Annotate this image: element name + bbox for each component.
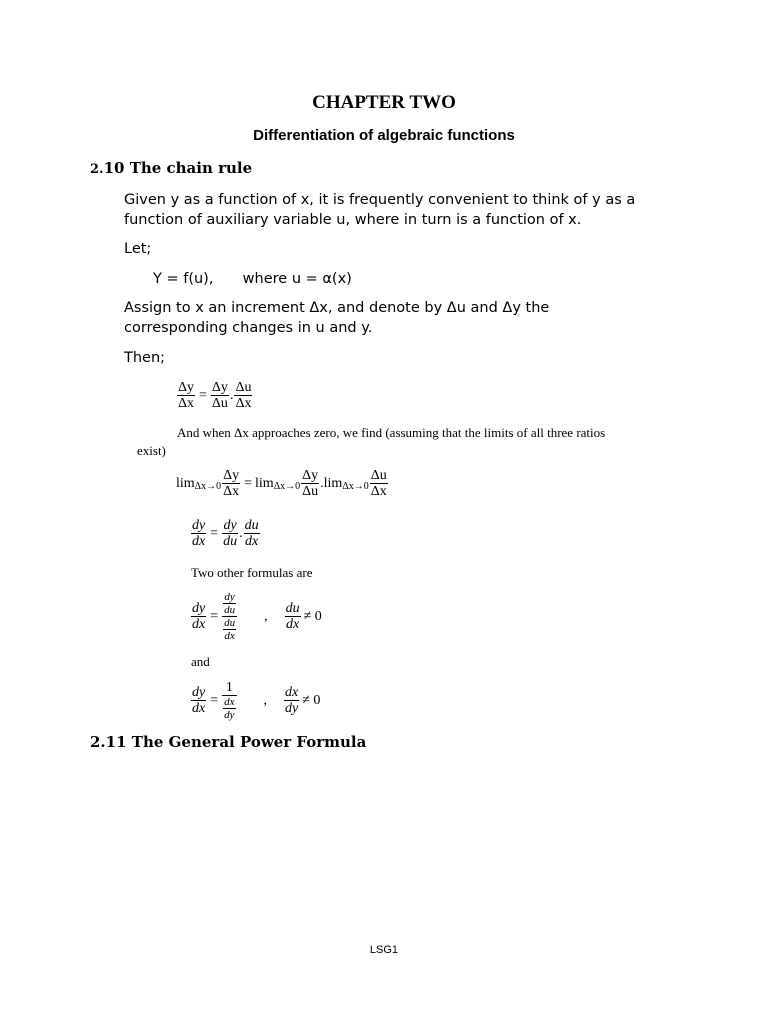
numerator: Δy xyxy=(223,468,240,483)
numerator: dx xyxy=(285,685,299,700)
denominator: dx xyxy=(192,534,206,549)
equation-chain-rule xyxy=(190,518,261,549)
lim-subscript: Δx→0 xyxy=(273,481,301,492)
not-equal-zero: ≠ 0 xyxy=(303,608,322,624)
two-other-formulas-text: Two other formulas are xyxy=(191,565,313,580)
numerator: Δy xyxy=(302,468,319,483)
numerator: dy xyxy=(192,601,206,616)
numerator: Δy xyxy=(178,380,195,395)
fraction xyxy=(191,518,206,549)
fraction xyxy=(223,696,235,721)
denominator: dy xyxy=(285,701,299,716)
fraction xyxy=(234,380,252,411)
denominator: Δu xyxy=(302,484,319,499)
numerator: dx xyxy=(224,696,235,708)
section-number-rest: 10 xyxy=(103,159,125,177)
y-equals-f-of-u: Y = f(u), xyxy=(153,271,214,287)
comma: , xyxy=(263,692,268,708)
compound-fraction xyxy=(222,591,237,642)
not-equal-zero: ≠ 0 xyxy=(302,692,321,708)
denominator: dx xyxy=(192,617,206,632)
fraction xyxy=(285,601,301,632)
equation-alt-formula-1 xyxy=(190,591,322,642)
equals-sign: = xyxy=(210,692,219,708)
dot-operator: . xyxy=(320,475,324,491)
denominator: dx xyxy=(286,617,300,632)
limits-text-line: And when Δx approaches zero, we find (assuming that the limits of all three ratios xyxy=(177,425,606,440)
denominator: du xyxy=(223,534,238,549)
denominator: Δx xyxy=(370,484,387,499)
fraction xyxy=(370,468,388,499)
section-heading-2-10 xyxy=(90,159,252,177)
function-definition xyxy=(153,269,352,289)
lim-operator: lim xyxy=(255,475,274,491)
where-clause: where u = α(x) xyxy=(242,271,352,287)
paragraph-increment xyxy=(124,298,549,338)
section-number: 2.11 xyxy=(90,733,127,751)
numerator: Δu xyxy=(370,468,387,483)
denominator: Δx xyxy=(235,396,252,411)
numerator-one: 1 xyxy=(222,680,236,696)
numerator: dy xyxy=(192,685,206,700)
equals-sign: = xyxy=(210,525,219,541)
denominator: dy xyxy=(224,709,235,721)
dot-operator: . xyxy=(229,387,234,403)
compound-denominator xyxy=(222,617,237,642)
fraction xyxy=(223,617,236,642)
denominator: Δu xyxy=(211,396,228,411)
let-label: Let; xyxy=(124,241,152,257)
equation-delta-ratio xyxy=(176,380,253,411)
numerator: du xyxy=(224,617,236,629)
lim-subscript: Δx→0 xyxy=(342,481,369,492)
page-footer: LSG1 xyxy=(369,944,399,956)
fraction xyxy=(191,601,206,632)
section-number-prefix: 2. xyxy=(90,162,104,177)
fraction xyxy=(191,685,206,716)
paragraph-intro xyxy=(124,190,635,230)
lim-operator: lim xyxy=(176,475,195,491)
numerator: du xyxy=(244,518,259,533)
fraction xyxy=(222,468,240,499)
fraction xyxy=(211,380,229,411)
fraction xyxy=(284,685,299,716)
equation-alt-formula-2 xyxy=(190,680,320,721)
and-text: and xyxy=(191,654,210,669)
equation-limits xyxy=(176,468,389,499)
limits-text-line: exist) xyxy=(137,443,166,458)
lim-operator: lim xyxy=(323,475,343,491)
fraction xyxy=(301,468,319,499)
numerator: du xyxy=(285,601,300,616)
fraction xyxy=(223,591,236,616)
chapter-title: CHAPTER TWO xyxy=(312,92,456,113)
lim-subscript: Δx→0 xyxy=(194,481,222,492)
paragraph-line: function of auxiliary variable u, where in turn is a function of x. xyxy=(124,212,582,228)
numerator: Δy xyxy=(211,380,228,395)
denominator: Δx xyxy=(223,484,240,499)
compound-numerator xyxy=(222,591,237,617)
paragraph-line: Given y as a function of x, it is frequently convenient to think of y as a xyxy=(124,192,636,208)
denominator: du xyxy=(224,604,236,616)
numerator: dy xyxy=(223,518,237,533)
denominator: dx xyxy=(224,630,235,642)
chapter-subtitle: Differentiation of algebraic functions xyxy=(253,127,515,144)
section-title: The General Power Formula xyxy=(131,733,367,751)
paragraph-line: Assign to x an increment Δx, and denote by Δu and Δy the xyxy=(124,300,550,316)
then-label: Then; xyxy=(124,350,166,366)
compound-denominator xyxy=(222,696,236,721)
section-title: The chain rule xyxy=(129,159,253,177)
equals-sign: = xyxy=(199,387,207,403)
numerator: dy xyxy=(192,518,206,533)
denominator: dx xyxy=(192,701,206,716)
equals-sign: = xyxy=(210,608,219,624)
equals-sign: = xyxy=(244,475,253,491)
fraction xyxy=(222,518,238,549)
section-heading-2-11 xyxy=(90,733,366,751)
dot-operator: . xyxy=(239,525,243,541)
numerator: dy xyxy=(224,591,235,603)
comma: , xyxy=(264,608,268,624)
fraction xyxy=(244,518,260,549)
fraction xyxy=(177,380,195,411)
denominator: Δx xyxy=(178,396,195,411)
compound-fraction xyxy=(222,680,236,721)
denominator: dx xyxy=(245,534,259,549)
paragraph-line: corresponding changes in u and y. xyxy=(124,320,373,336)
numerator: Δu xyxy=(235,380,252,395)
